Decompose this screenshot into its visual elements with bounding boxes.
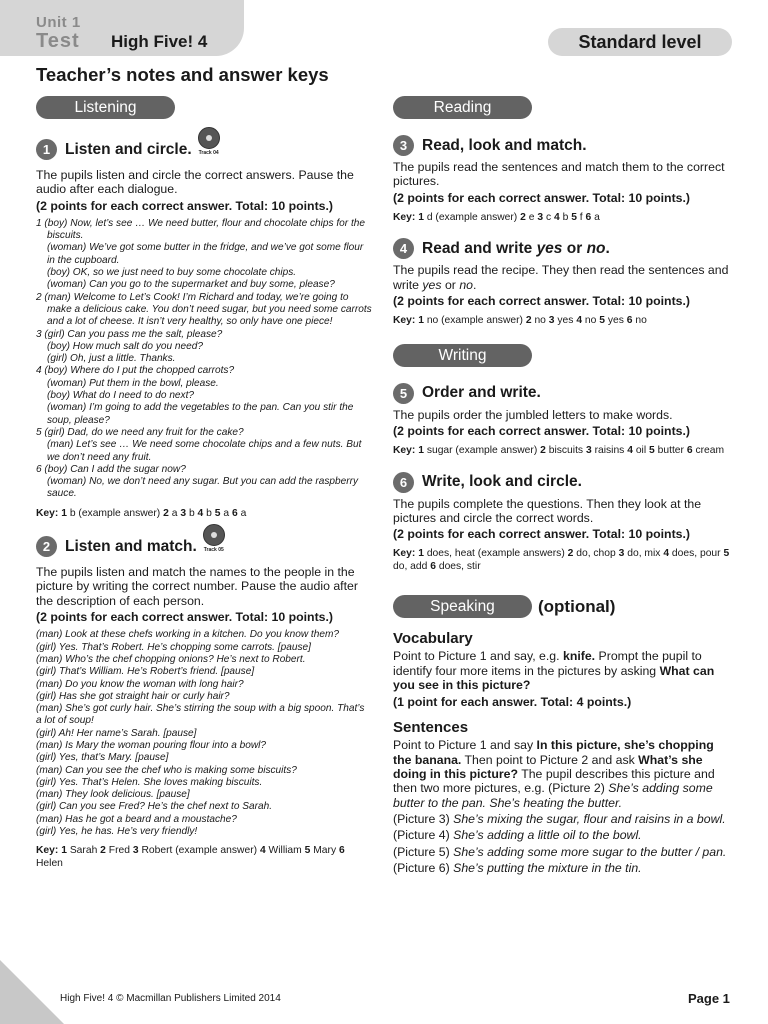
key-number: 2: [100, 845, 106, 857]
script-line: (girl) Yes, that’s Mary. [pause]: [36, 752, 169, 764]
left-column: [36, 96, 372, 870]
key-answer: does, stir: [438, 560, 481, 572]
key-number: 2: [520, 211, 526, 223]
script-line: (woman) We’ve got some butter in the fridge, and we’ve got some flour in the cupboard.: [47, 242, 364, 266]
key-number: 4: [259, 845, 266, 857]
exercise-5-answer-key: [393, 445, 733, 457]
sentence-example: [393, 812, 733, 826]
key-number: 6: [585, 211, 592, 223]
audio-track-icon: [203, 524, 225, 553]
exercise-1-answer-key: [36, 508, 372, 520]
key-number: 3: [537, 211, 544, 223]
key-number: 6: [430, 560, 436, 572]
exercise-5-heading: [393, 383, 733, 404]
sentences-examples: [393, 812, 733, 875]
script-line: (man) Let’s see … We need some chocolate chips and a few nuts. But we don’t need any fruit.: [47, 439, 362, 463]
picture-ref: (Picture 5): [393, 844, 454, 859]
sentence-text: She’s adding a little oil to the bowl.: [453, 828, 642, 843]
script-line: (boy) How much salt do you need?: [47, 340, 203, 352]
key-number: 3: [585, 445, 592, 457]
key-number: 1: [61, 845, 67, 857]
key-answer: Sarah: [69, 845, 98, 857]
test-label: Test: [36, 30, 80, 52]
vocabulary-points: (1 point for each answer. Total: 4 points.): [393, 695, 632, 710]
key-number: 5: [723, 548, 730, 560]
copyright-footer: High Five! 4 © Macmillan Publishers Limited 2014: [60, 993, 281, 1004]
exercise-title: Order and write.: [422, 384, 541, 402]
key-number: 5: [304, 845, 311, 857]
script-line: 3 (girl) Can you pass me the salt, please?: [36, 328, 223, 340]
key-number: 6: [338, 845, 345, 857]
vocabulary-instructions: Point to Picture 1 and say, e.g. knife. Prompt the pupil to identify four more items in the pictures by asking What can you see in this picture?: [393, 649, 715, 692]
key-label: Key:: [393, 445, 416, 457]
sentence-text: She’s adding some more sugar to the butter / pan.: [453, 844, 727, 859]
sentences-instructions: Point to Picture 1 and say In this picture, she’s chopping the banana. Then point to Picture 2 and ask What’s she doing in this picture? The pupil describes this picture and then two more pictures, e.g. (Picture 2) She’s adding some butter to the pan. She’s heating the butter.: [393, 738, 715, 810]
script-line: (woman) Put them in the bowl, please.: [47, 377, 219, 389]
key-answer: William: [268, 845, 302, 857]
exercise-number: 5: [393, 383, 414, 404]
exercise-3-points: (2 points for each correct answer. Total: 10 points.): [393, 190, 691, 205]
script-line: (girl) Yes. That’s Helen. She loves making biscuits.: [36, 776, 263, 788]
key-number: 1: [61, 507, 67, 519]
exercise-2-points: (2 points for each correct answer. Total: 10 points.): [36, 610, 334, 625]
audio-track-icon: [198, 127, 220, 156]
key-number: 1: [418, 211, 424, 223]
key-number: 4: [197, 507, 204, 519]
key-answer: Mary: [313, 845, 337, 857]
script-line: (woman) No, we don’t need any sugar. But you can add the raspberry sauce.: [47, 476, 359, 500]
key-answer: d (example answer): [426, 211, 518, 223]
listening-section-header: Listening: [36, 96, 175, 119]
key-number: 4: [553, 211, 560, 223]
script-line: (girl) Can you see Fred? He’s the chef next to Sarah.: [36, 801, 273, 813]
exercise-2-answer-key: [36, 845, 372, 870]
key-answer: no: [635, 315, 647, 327]
key-number: 4: [627, 445, 633, 457]
sentence-text: She’s mixing the sugar, flour and raisins in a bowl.: [453, 811, 726, 826]
exercise-3-heading: [393, 135, 733, 156]
key-answer: c: [545, 211, 552, 223]
script-line: (girl) Has she got straight hair or curly hair?: [36, 690, 230, 702]
exercise-4-heading: [393, 238, 733, 259]
exercise-1-instructions: The pupils listen and circle the correct answers. Pause the audio after each dialogue.: [36, 168, 354, 197]
exercise-4-answer-key: [393, 315, 733, 327]
exercise-title: Read and write yes or no.: [422, 239, 610, 257]
script-line: (man) She’s got curly hair. She’s stirring the soup with a big spoon. That’s a lot of soup!: [36, 703, 365, 727]
key-answer: do, mix: [627, 548, 661, 560]
key-number: 1: [418, 548, 424, 560]
key-label: Key:: [393, 548, 416, 560]
key-number: 1: [418, 445, 424, 457]
script-line: (girl) Yes, he has. He’s very friendly!: [36, 826, 198, 838]
exercise-2-audio-script: [36, 629, 372, 838]
script-line: (woman) I’m going to add the vegetables to the pan. Can you stir the soup, please?: [47, 402, 354, 426]
exercise-6-points: (2 points for each correct answer. Total: 10 points.): [393, 527, 691, 542]
script-line: 4 (boy) Where do I put the chopped carrots?: [36, 365, 235, 377]
exercise-5-instructions: The pupils order the jumbled letters to make words.: [393, 407, 673, 422]
exercise-6-instructions: The pupils complete the questions. Then they look at the pictures and circle the correct words.: [393, 496, 702, 525]
key-number: 3: [180, 507, 187, 519]
script-line: (man) Can you see the chef who is making some biscuits?: [36, 764, 297, 776]
key-answer: Fred: [108, 845, 130, 857]
script-line: 2 (man) Welcome to Let’s Cook! I’m Richard and today, we’re going to make a delicious cake. You don’t need sugar, but you need some carrots and a lot of cheese. It isn’t very healthy, so only have one piece!: [36, 291, 372, 328]
sentence-text: She’s putting the mixture in the tin.: [453, 860, 642, 875]
key-answer: sugar (example answer): [426, 445, 538, 457]
key-answer: f: [579, 211, 583, 223]
exercise-number: 4: [393, 238, 414, 259]
script-line: (woman) Can you go to the supermarket and buy some, please?: [47, 279, 335, 291]
exercise-2-instructions: The pupils listen and match the names to the people in the picture by writing the correct number. Pause the audio after the description of each person.: [36, 565, 358, 608]
key-answer: b (example answer): [69, 507, 161, 519]
script-line: (girl) Yes. That’s Robert. He’s chopping some carrots. [pause]: [36, 641, 311, 653]
sentence-example: [393, 861, 733, 875]
script-line: (man) Has he got a beard and a moustache?: [36, 813, 237, 825]
exercise-title: Write, look and circle.: [422, 473, 582, 491]
key-number: 1: [418, 315, 424, 327]
key-number: 3: [132, 845, 139, 857]
exercise-6-heading: [393, 472, 733, 493]
exercise-title: Listen and match.: [65, 537, 197, 555]
writing-section-header: Writing: [393, 344, 532, 367]
track-label: Track 04: [198, 150, 219, 156]
key-answer: raisins: [594, 445, 625, 457]
key-number: 4: [576, 315, 583, 327]
exercise-4-instructions: The pupils read the recipe. They then read the sentences and write yes or no.: [393, 263, 729, 292]
key-answer: do, chop: [576, 548, 616, 560]
page-title: Teacher’s notes and answer keys: [36, 64, 329, 85]
key-answer: butter: [657, 445, 684, 457]
key-number: 4: [663, 548, 670, 560]
speaking-section-heading: [393, 595, 733, 618]
key-label: Key:: [393, 211, 416, 223]
script-line: 1 (boy) Now, let’s see … We need butter, flour and chocolate chips for the biscuits.: [36, 217, 365, 242]
photocopiable-label: PHOTOCOPIABLE: [12, 968, 59, 1014]
key-label: Key:: [36, 845, 59, 857]
key-number: 5: [599, 315, 605, 327]
key-answer: cream: [695, 445, 725, 457]
exercise-number: 6: [393, 472, 414, 493]
exercise-title: Read, look and match.: [422, 136, 587, 154]
script-line: 5 (girl) Dad, do we need any fruit for the cake?: [36, 426, 244, 438]
exercise-1-heading: [36, 135, 372, 164]
script-line: (man) They look delicious. [pause]: [36, 789, 190, 801]
key-label: Key:: [393, 315, 416, 327]
key-number: 5: [214, 507, 221, 519]
exercise-3-answer-key: [393, 212, 733, 224]
cd-icon: [198, 127, 220, 149]
picture-ref: (Picture 3): [393, 811, 454, 826]
key-answer: do, add: [393, 560, 428, 572]
key-answer: b: [188, 507, 195, 519]
sentences-heading: Sentences: [393, 719, 469, 737]
exercise-1-points: (2 points for each correct answer. Total: 10 points.): [36, 198, 334, 213]
key-number: 5: [571, 211, 577, 223]
speaking-section-header: Speaking: [393, 595, 532, 618]
key-answer: Helen: [36, 857, 63, 869]
key-answer: no: [534, 315, 546, 327]
key-answer: oil: [635, 445, 647, 457]
key-number: 3: [548, 315, 555, 327]
key-answer: no: [584, 315, 597, 327]
key-number: 2: [567, 548, 574, 560]
exercise-4-points: (2 points for each correct answer. Total: 10 points.): [393, 293, 691, 308]
picture-ref: (Picture 4): [393, 828, 454, 843]
exercise-1-audio-script: [36, 218, 372, 501]
exercise-number: 1: [36, 139, 57, 160]
sentence-example: [393, 828, 733, 842]
sentence-example: [393, 845, 733, 859]
book-title: High Five! 4: [111, 32, 208, 51]
key-answer: b: [562, 211, 569, 223]
unit-label: Unit 1: [36, 14, 81, 31]
exercise-6-answer-key: [393, 548, 733, 573]
script-line: (boy) OK, so we just need to buy some chocolate chips.: [47, 267, 297, 279]
key-number: 6: [686, 445, 693, 457]
page-number: Page 1: [688, 991, 730, 1006]
key-number: 2: [525, 315, 532, 327]
script-line: (girl) That’s William. He’s Robert’s friend. [pause]: [36, 666, 255, 678]
key-answer: yes: [607, 315, 624, 327]
script-line: (girl) Oh, just a little. Thanks.: [47, 353, 176, 365]
track-label: Track 05: [203, 547, 224, 554]
key-answer: b: [206, 507, 212, 519]
key-answer: does, pour: [671, 548, 721, 560]
exercise-5-points: (2 points for each correct answer. Total: 10 points.): [393, 423, 691, 438]
exercise-3-instructions: The pupils read the sentences and match them to the correct pictures.: [393, 160, 725, 189]
cd-icon: [203, 524, 225, 546]
key-number: 2: [540, 445, 546, 457]
key-answer: yes: [557, 315, 574, 327]
level-badge: Standard level: [548, 28, 732, 56]
script-line: (man) Is Mary the woman pouring flour into a bowl?: [36, 739, 267, 751]
exercise-number: 3: [393, 135, 414, 156]
exercise-2-heading: [36, 532, 372, 561]
script-line: (man) Who’s the chef chopping onions? He’s next to Robert.: [36, 653, 306, 665]
picture-ref: (Picture 6): [393, 860, 454, 875]
optional-label: (optional): [538, 596, 616, 616]
right-column: [393, 96, 733, 875]
key-number: 3: [618, 548, 625, 560]
key-number: 6: [231, 507, 238, 519]
key-answer: a: [223, 507, 230, 519]
key-answer: a: [594, 211, 600, 223]
exercise-number: 2: [36, 536, 57, 557]
key-answer: no (example answer): [426, 315, 523, 327]
key-answer: e: [528, 211, 535, 223]
key-number: 5: [649, 445, 655, 457]
key-answer: does, heat (example answers): [426, 548, 565, 560]
key-answer: a: [171, 507, 178, 519]
key-answer: a: [240, 507, 247, 519]
key-number: 2: [163, 507, 169, 519]
reading-section-header: Reading: [393, 96, 532, 119]
script-line: (man) Do you know the woman with long hair?: [36, 678, 244, 690]
key-number: 6: [626, 315, 633, 327]
exercise-title: Listen and circle.: [65, 140, 192, 158]
script-line: (man) Look at these chefs working in a kitchen. Do you know them?: [36, 629, 339, 641]
vocabulary-heading: Vocabulary: [393, 630, 473, 648]
key-label: Key:: [36, 507, 59, 519]
key-answer: Robert (example answer): [141, 845, 258, 857]
script-line: 6 (boy) Can I add the sugar now?: [36, 463, 186, 475]
script-line: (girl) Ah! Her name’s Sarah. [pause]: [36, 727, 197, 739]
script-line: (boy) What do I need to do next?: [47, 390, 195, 402]
key-answer: biscuits: [548, 445, 584, 457]
